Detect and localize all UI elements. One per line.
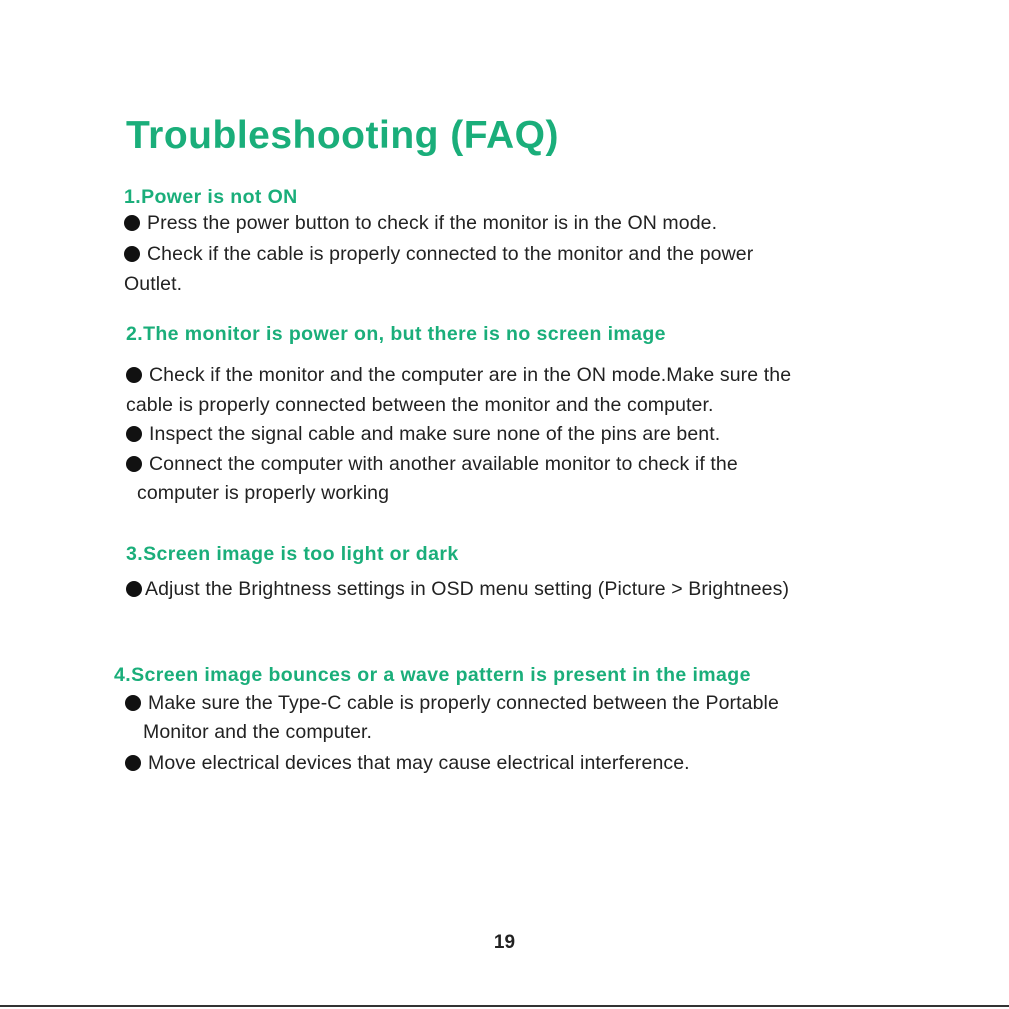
list-item: Connect the computer with another available monitor to check if the [126,453,738,476]
page-title: Troubleshooting (FAQ) [126,114,559,157]
bullet-icon [126,367,142,383]
list-item: Press the power button to check if the monitor is in the ON mode. [124,212,717,235]
bullet-icon [125,695,141,711]
list-item-continuation: Monitor and the computer. [143,721,373,743]
section-heading-wave-pattern: 4.Screen image bounces or a wave pattern is present in the image [114,664,751,686]
bullet-icon [126,456,142,472]
bullet-icon [124,246,140,262]
bullet-icon [124,215,140,231]
section-heading-no-image: 2.The monitor is power on, but there is no screen image [126,323,666,345]
list-item: Inspect the signal cable and make sure none of the pins are bent. [126,423,720,446]
list-item: Make sure the Type-C cable is properly connected between the Portable [125,692,779,715]
list-item: Move electrical devices that may cause electrical interference. [125,752,690,775]
page-number: 19 [493,932,516,953]
list-item-continuation: cable is properly connected between the monitor and the computer. [126,394,714,416]
list-item: Check if the cable is properly connected to the monitor and the power [124,243,753,266]
section-heading-brightness: 3.Screen image is too light or dark [126,543,459,565]
list-item: Adjust the Brightness settings in OSD menu setting (Picture > Brightnees) [126,578,789,601]
section-heading-power: 1.Power is not ON [124,186,298,208]
list-item-continuation: computer is properly working [137,482,390,504]
bullet-icon [126,426,142,442]
bottom-divider [0,1005,1009,1007]
bullet-icon [126,581,142,597]
list-item-continuation: Outlet. [124,273,183,295]
list-item: Check if the monitor and the computer are in the ON mode.Make sure the [126,364,791,387]
bullet-icon [125,755,141,771]
